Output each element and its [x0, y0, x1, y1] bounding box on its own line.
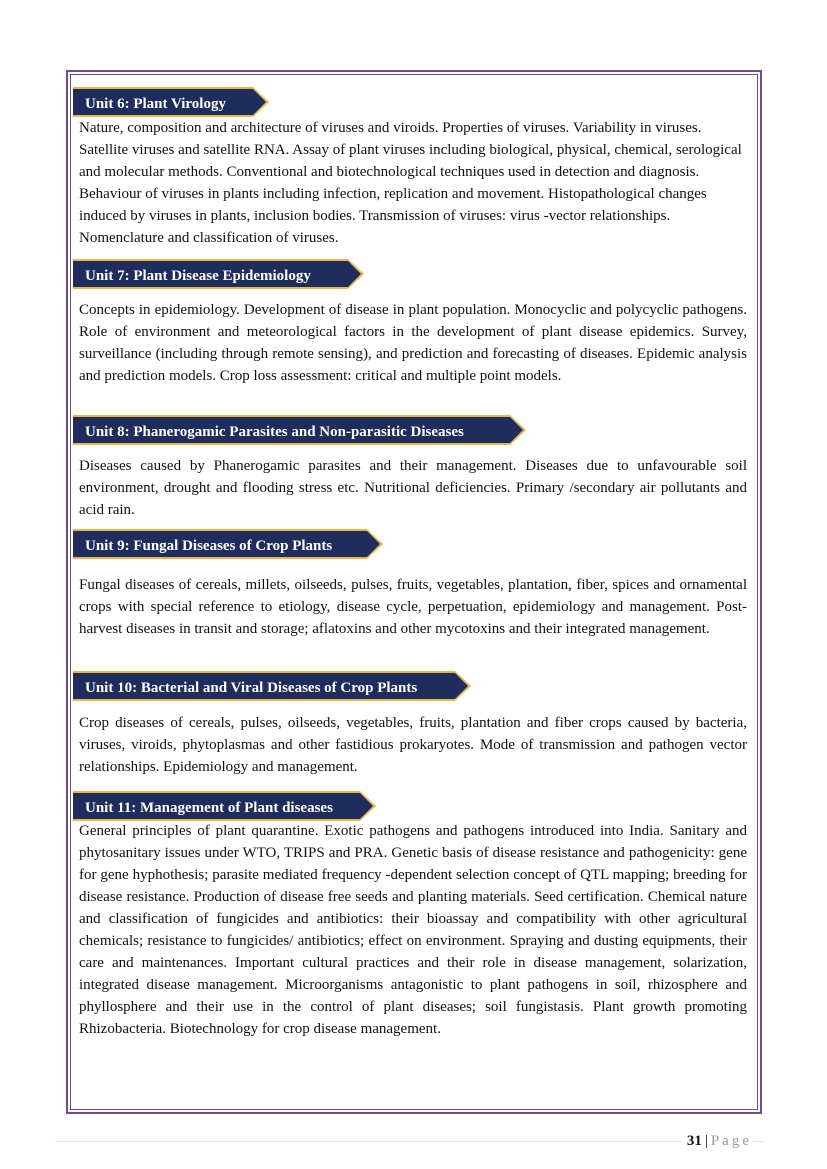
- unit-7-description: Concepts in epidemiology. Development of disease in plant population. Monocyclic and polycyclic pathogens. Role of environment and meteorological factors in the development of plant disease epidemics. Survey, surveillance (including through remote sensing), and prediction and forecasting of diseases. Epidemic analysis and prediction models. Crop loss assessment: critical and multiple point models.: [79, 302, 747, 384]
- unit-6-description: Nature, composition and architecture of viruses and viroids. Properties of viruses. Variability in viruses. Satellite viruses and satellite RNA. Assay of plant viruses including biological, physical, chemical, serological and molecular methods. Conventional and biotechnological techniques used in detection and diagnosis. Behaviour of viruses in plants including infection, replication and movement. Histopathological changes induced by viruses in plants, inclusion bodies. Transmission of viruses: virus -vector relationships. Nomenclature and classification of viruses.: [79, 120, 742, 246]
- unit-8-description: Diseases caused by Phanerogamic parasites and their management. Diseases due to unfavourable soil environment, drought and flooding stress etc. Nutritional deficiencies. Primary /secondary air pollutants and acid rain.: [79, 458, 747, 518]
- unit-6-heading: [73, 87, 253, 117]
- unit-11-title: Unit 11: Management of Plant diseases: [85, 800, 333, 816]
- unit-9-title: Unit 9: Fungal Diseases of Crop Plants: [85, 538, 333, 554]
- unit-10-description: Crop diseases of cereals, pulses, oilseeds, vegetables, fruits, plantation and fiber crops caused by bacteria, viruses, viroids, phytoplasmas and other fastidious prokaryotes. Mode of transmission and pathogen vector relationships. Epidemiology and management.: [79, 715, 747, 775]
- unit-9-heading: [73, 529, 367, 559]
- unit-11-description: General principles of plant quarantine. Exotic pathogens and pathogens introduced into India. Sanitary and phytosanitary issues under WTO, TRIPS and PRA. Genetic basis of disease resistance and pathogenicity: gene for gene hyphothesis; parasite mediated frequency -dependent selection concept of QTL mapping; breeding for disease resistance. Production of disease free seeds and planting materials. Seed certification. Chemical nature and classification of fungicides and antibiotics: their bioassay and compatibility with other agricultural chemicals; resistance to fungicides/ antibiotics; effect on environment. Spraying and dusting equipments, their care and maintenances. Important cultural practices and their role in disease management, solarization, integrated disease management. Microorganisms antagonistic to plant pathogens in soil, rhizosphere and phyllosphere and their use in the control of plant diseases; soil fungistasis. Plant growth promoting Rhizobacteria. Biotechnology for crop disease management.: [79, 823, 747, 1037]
- unit-9-description: Fungal diseases of cereals, millets, oilseeds, pulses, fruits, vegetables, plantation, fiber, spices and ornamental crops with special reference to etiology, disease cycle, perpetuation, epidemiology and management. Post-harvest diseases in transit and storage; aflatoxins and other mycotoxins and their integrated management.: [79, 577, 747, 637]
- unit-7-heading: [73, 259, 348, 289]
- unit-10-title: Unit 10: Bacterial and Viral Diseases of Crop Plants: [85, 680, 418, 696]
- unit-11-heading: [73, 791, 360, 821]
- unit-10-heading: [73, 671, 455, 701]
- page-number: 31: [686, 1133, 702, 1149]
- page-footer: [681, 1131, 752, 1151]
- unit-7-title: Unit 7: Plant Disease Epidemiology: [85, 268, 311, 284]
- footer-rule: [55, 1141, 765, 1142]
- page-label: Page: [710, 1133, 752, 1149]
- unit-8-heading: [73, 415, 510, 445]
- page-separator: |: [704, 1133, 708, 1149]
- unit-8-title: Unit 8: Phanerogamic Parasites and Non-parasitic Diseases: [85, 424, 464, 440]
- unit-6-title: Unit 6: Plant Virology: [85, 96, 226, 112]
